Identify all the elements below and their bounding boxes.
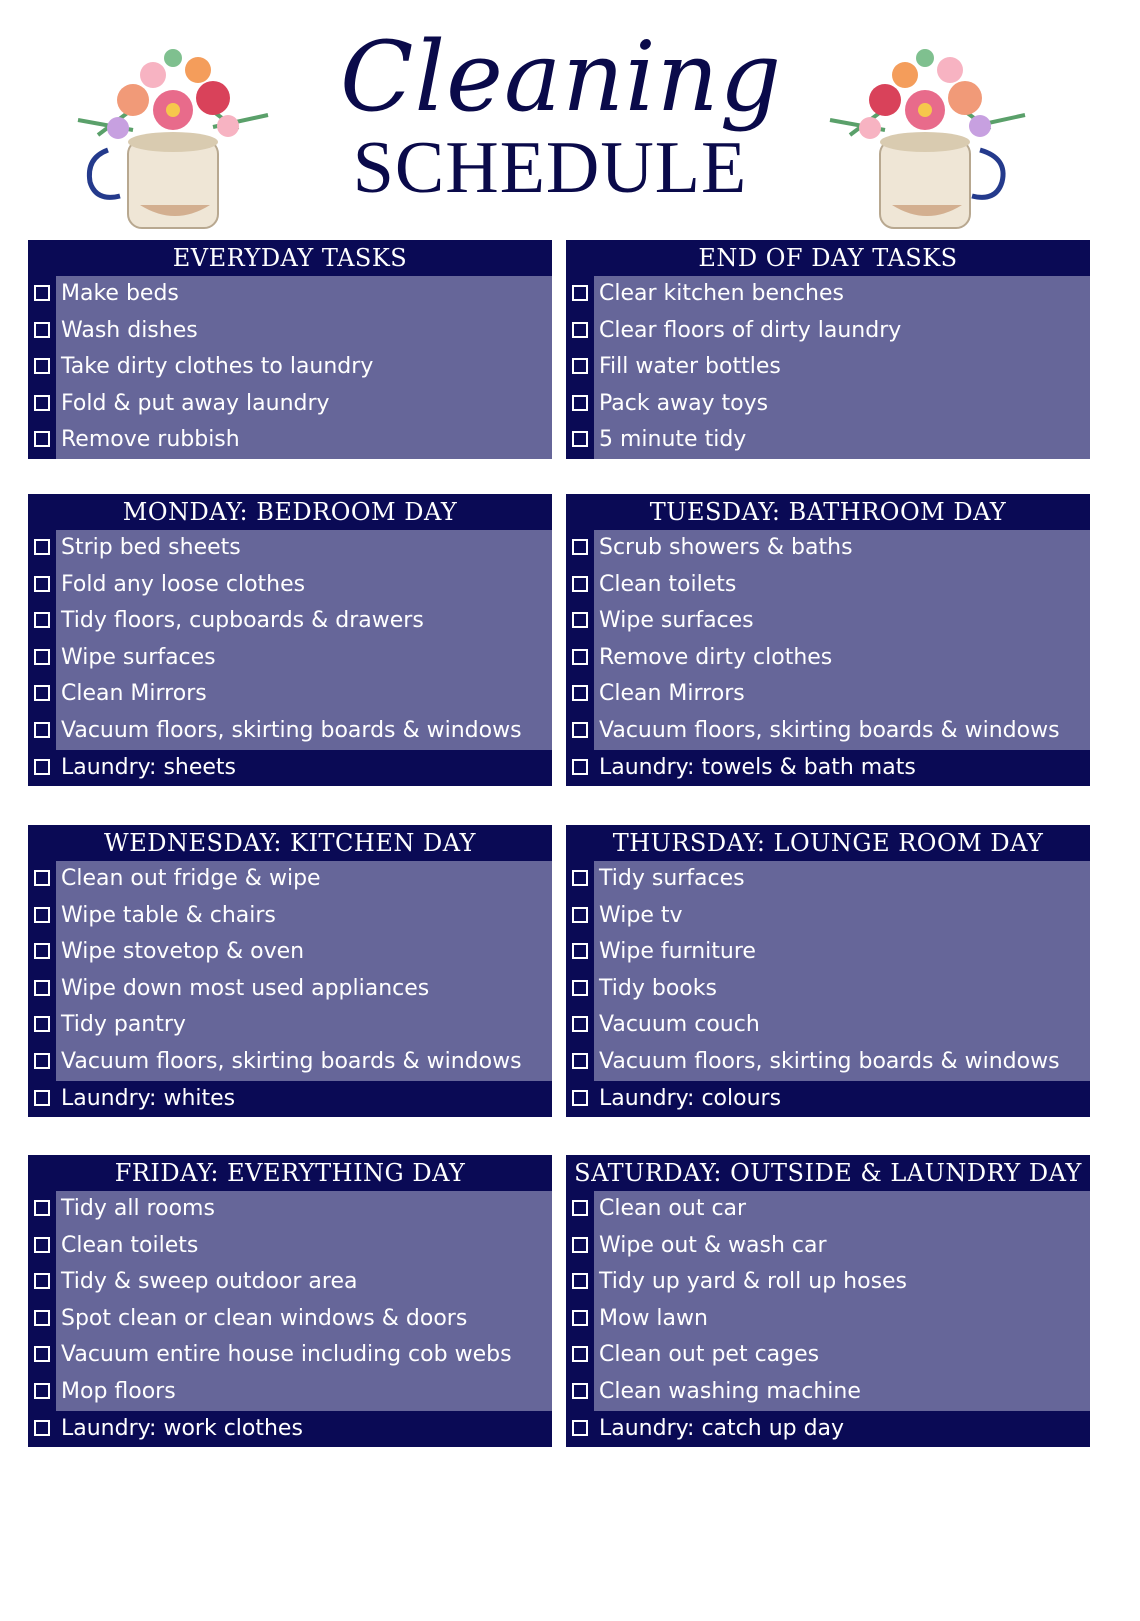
checkbox-icon[interactable]	[572, 431, 588, 447]
laundry-task-item	[28, 1081, 552, 1118]
task-item	[28, 971, 552, 1008]
task-label: Vacuum floors, skirting boards & windows	[61, 717, 522, 743]
page-header	[0, 0, 1140, 230]
checkbox-icon[interactable]	[572, 685, 588, 701]
task-label: Tidy surfaces	[599, 866, 745, 891]
task-label: Scrub showers & baths	[599, 535, 853, 560]
checkbox-icon[interactable]	[572, 1383, 588, 1399]
task-item	[566, 640, 1090, 677]
section-title: EVERYDAY TASKS	[28, 240, 552, 276]
checkbox-icon[interactable]	[34, 1273, 50, 1289]
task-item	[28, 861, 552, 898]
task-label: Mow lawn	[599, 1305, 708, 1331]
section-box	[566, 240, 1090, 459]
task-item	[566, 934, 1090, 971]
checkbox-icon[interactable]	[572, 1053, 588, 1069]
task-label: Wipe surfaces	[599, 608, 754, 634]
task-label: Wipe table & chairs	[61, 902, 276, 928]
task-label: Clean out pet cages	[599, 1342, 820, 1368]
task-item	[566, 1191, 1090, 1228]
task-label: Tidy pantry	[61, 1012, 186, 1038]
checkbox-icon[interactable]	[34, 1053, 50, 1069]
task-label: Laundry: catch up day	[599, 1415, 845, 1441]
task-label: Wash dishes	[61, 317, 198, 343]
task-list	[28, 276, 552, 459]
section-box	[28, 1155, 552, 1447]
task-item	[566, 1228, 1090, 1265]
task-label: Tidy all rooms	[61, 1196, 215, 1221]
section-box	[566, 1155, 1090, 1447]
checkbox-icon[interactable]	[572, 907, 588, 923]
checkbox-icon[interactable]	[572, 870, 588, 886]
section-title: WEDNESDAY: KITCHEN DAY	[28, 825, 552, 861]
checkbox-icon[interactable]	[572, 1090, 588, 1106]
task-label: Clear kitchen benches	[599, 281, 844, 306]
task-label: Laundry: colours	[599, 1085, 782, 1111]
checkbox-icon[interactable]	[572, 1273, 588, 1289]
section-title: THURSDAY: LOUNGE ROOM DAY	[566, 825, 1090, 861]
task-label: Clean Mirrors	[61, 681, 207, 707]
checkbox-icon[interactable]	[34, 685, 50, 701]
title-script: Cleaning	[340, 21, 783, 133]
task-label: Clean toilets	[61, 1232, 199, 1258]
checkbox-icon[interactable]	[572, 649, 588, 665]
section-box	[566, 825, 1090, 1117]
task-item	[28, 713, 552, 750]
task-item	[566, 1374, 1090, 1411]
section-box	[28, 494, 552, 786]
task-label: Mop floors	[61, 1378, 176, 1404]
task-label: Fold & put away laundry	[61, 390, 330, 416]
task-item	[566, 422, 1090, 459]
task-item	[28, 1044, 552, 1081]
task-list	[566, 1191, 1090, 1447]
task-label: Clean toilets	[599, 571, 737, 597]
checkbox-icon[interactable]	[34, 539, 50, 555]
task-label: Clean washing machine	[599, 1378, 861, 1404]
section-box	[28, 825, 552, 1117]
checkbox-icon[interactable]	[34, 907, 50, 923]
task-item	[566, 1301, 1090, 1338]
section-title: FRIDAY: EVERYTHING DAY	[28, 1155, 552, 1191]
task-label: Clean out car	[599, 1196, 747, 1221]
task-item	[28, 313, 552, 350]
task-item	[28, 530, 552, 567]
checkbox-icon[interactable]	[34, 576, 50, 592]
task-label: Tidy & sweep outdoor area	[61, 1269, 358, 1295]
task-label: Wipe surfaces	[61, 644, 216, 670]
checkbox-icon[interactable]	[34, 980, 50, 996]
section-title: END OF DAY TASKS	[566, 240, 1090, 276]
task-item	[28, 349, 552, 386]
checkbox-icon[interactable]	[572, 943, 588, 959]
task-item	[28, 934, 552, 971]
task-item	[28, 1007, 552, 1044]
checkbox-icon[interactable]	[34, 1090, 50, 1106]
checkbox-icon[interactable]	[34, 358, 50, 374]
flower-vase-illustration-left	[58, 40, 288, 230]
checkbox-icon[interactable]	[34, 395, 50, 411]
checkbox-icon[interactable]	[34, 1237, 50, 1253]
section-title: TUESDAY: BATHROOM DAY	[566, 494, 1090, 530]
task-item	[28, 1191, 552, 1228]
task-item	[28, 1337, 552, 1374]
task-label: Clean out fridge & wipe	[61, 866, 321, 891]
task-label: Tidy up yard & roll up hoses	[599, 1269, 908, 1295]
task-label: Wipe stovetop & oven	[61, 939, 305, 965]
laundry-task-item	[566, 1411, 1090, 1448]
task-label: Remove dirty clothes	[599, 644, 833, 670]
task-item	[566, 313, 1090, 350]
section-title: SATURDAY: OUTSIDE & LAUNDRY DAY	[566, 1155, 1090, 1191]
checkbox-icon[interactable]	[572, 980, 588, 996]
checkbox-icon[interactable]	[34, 612, 50, 628]
task-label: Clean Mirrors	[599, 681, 745, 707]
checkbox-icon[interactable]	[34, 1346, 50, 1362]
task-label: Make beds	[61, 281, 179, 306]
task-label: Take dirty clothes to laundry	[61, 354, 374, 380]
checkbox-icon[interactable]	[34, 870, 50, 886]
task-item	[566, 386, 1090, 423]
laundry-task-item	[28, 1411, 552, 1448]
task-item	[28, 386, 552, 423]
checkbox-icon[interactable]	[34, 1200, 50, 1216]
task-item	[566, 349, 1090, 386]
task-label: Laundry: sheets	[61, 754, 237, 780]
checkbox-icon[interactable]	[572, 1420, 588, 1436]
section-box	[566, 494, 1090, 786]
task-item	[566, 1044, 1090, 1081]
task-list	[28, 1191, 552, 1447]
task-item	[28, 1264, 552, 1301]
task-item	[566, 861, 1090, 898]
checkbox-icon[interactable]	[34, 722, 50, 738]
task-label: Laundry: towels & bath mats	[599, 754, 916, 780]
checkbox-icon[interactable]	[34, 322, 50, 338]
task-list	[566, 861, 1090, 1117]
section-title: MONDAY: BEDROOM DAY	[28, 494, 552, 530]
task-label: Clear floors of dirty laundry	[599, 317, 902, 343]
task-item	[28, 603, 552, 640]
task-item	[28, 567, 552, 604]
task-label: Tidy floors, cupboards & drawers	[61, 608, 424, 634]
checkbox-icon[interactable]	[34, 1383, 50, 1399]
checkbox-icon[interactable]	[572, 1200, 588, 1216]
task-label: Wipe furniture	[599, 939, 756, 965]
task-item	[566, 898, 1090, 935]
task-item	[28, 1301, 552, 1338]
task-item	[566, 971, 1090, 1008]
checkbox-icon[interactable]	[572, 395, 588, 411]
task-item	[566, 676, 1090, 713]
checkbox-icon[interactable]	[34, 431, 50, 447]
task-item	[28, 676, 552, 713]
checkbox-icon[interactable]	[572, 1310, 588, 1326]
task-label: Fold any loose clothes	[61, 571, 306, 597]
task-label: Laundry: work clothes	[61, 1415, 303, 1441]
checkbox-icon[interactable]	[34, 649, 50, 665]
task-label: Vacuum floors, skirting boards & windows	[599, 717, 1060, 743]
task-list	[566, 530, 1090, 786]
task-item	[566, 1337, 1090, 1374]
task-label: Vacuum couch	[599, 1012, 760, 1038]
task-item	[566, 530, 1090, 567]
task-label: Strip bed sheets	[61, 535, 241, 560]
task-label: Remove rubbish	[61, 427, 240, 453]
task-label: Wipe down most used appliances	[61, 975, 430, 1001]
checkbox-icon[interactable]	[34, 1016, 50, 1032]
task-item	[28, 1374, 552, 1411]
checkbox-icon[interactable]	[572, 539, 588, 555]
task-label: Vacuum floors, skirting boards & windows	[61, 1048, 522, 1074]
laundry-task-item	[566, 750, 1090, 787]
task-label: Tidy books	[599, 975, 717, 1001]
title-caps: SCHEDULE	[352, 127, 748, 209]
task-label: Laundry: whites	[61, 1085, 236, 1111]
checkbox-icon[interactable]	[34, 1420, 50, 1436]
checkbox-icon[interactable]	[572, 759, 588, 775]
task-item	[566, 713, 1090, 750]
task-item	[28, 898, 552, 935]
task-item	[566, 603, 1090, 640]
task-label: Spot clean or clean windows & doors	[61, 1305, 468, 1331]
task-label: Fill water bottles	[599, 354, 781, 380]
task-item	[566, 1264, 1090, 1301]
checkbox-icon[interactable]	[572, 322, 588, 338]
task-list	[28, 530, 552, 786]
task-list	[28, 861, 552, 1117]
task-label: 5 minute tidy	[599, 427, 747, 453]
checkbox-icon[interactable]	[572, 576, 588, 592]
checkbox-icon[interactable]	[34, 759, 50, 775]
flower-vase-illustration-right	[820, 40, 1050, 230]
checkbox-icon[interactable]	[572, 1346, 588, 1362]
section-box	[28, 240, 552, 459]
task-item	[566, 276, 1090, 313]
checkbox-icon[interactable]	[34, 285, 50, 301]
task-label: Vacuum floors, skirting boards & windows	[599, 1048, 1060, 1074]
checkbox-icon[interactable]	[34, 943, 50, 959]
laundry-task-item	[28, 750, 552, 787]
laundry-task-item	[566, 1081, 1090, 1118]
checkbox-icon[interactable]	[572, 722, 588, 738]
checkbox-icon[interactable]	[572, 1016, 588, 1032]
task-list	[566, 276, 1090, 459]
task-label: Wipe out & wash car	[599, 1232, 827, 1258]
task-item	[566, 1007, 1090, 1044]
checkbox-icon[interactable]	[572, 285, 588, 301]
task-item	[28, 1228, 552, 1265]
task-item	[28, 640, 552, 677]
task-item	[566, 567, 1090, 604]
task-label: Vacuum entire house including cob webs	[61, 1342, 512, 1368]
checkbox-icon[interactable]	[572, 358, 588, 374]
checkbox-icon[interactable]	[572, 1237, 588, 1253]
task-label: Wipe tv	[599, 902, 683, 928]
checkbox-icon[interactable]	[572, 612, 588, 628]
task-item	[28, 276, 552, 313]
task-item	[28, 422, 552, 459]
checkbox-icon[interactable]	[34, 1310, 50, 1326]
task-label: Pack away toys	[599, 390, 769, 416]
